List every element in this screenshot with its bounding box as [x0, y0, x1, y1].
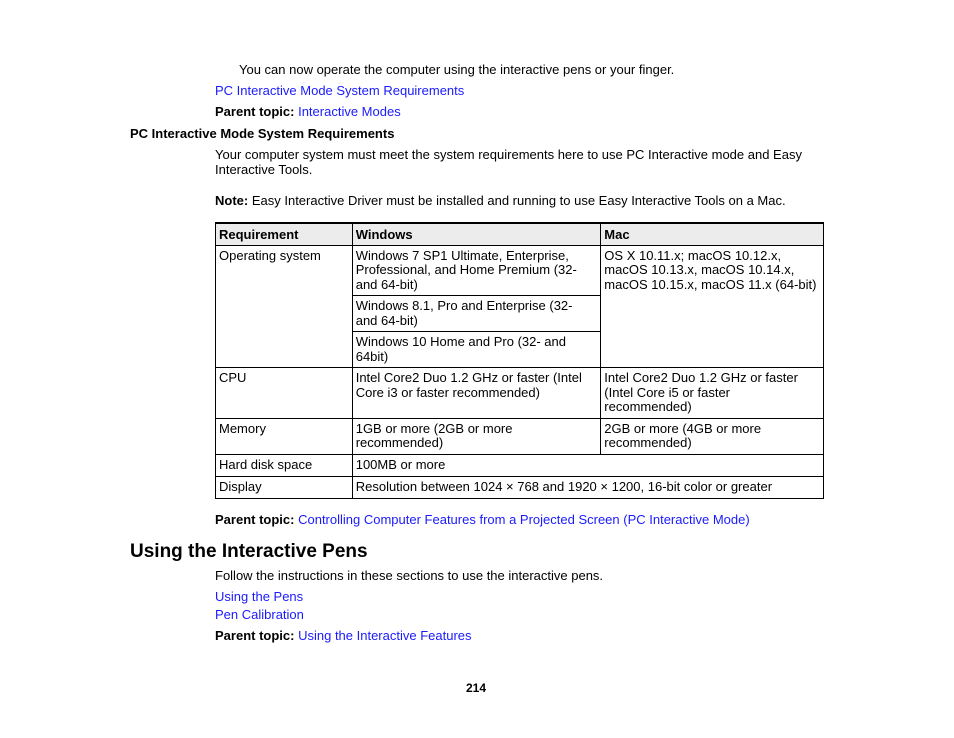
- parent-topic-line-2: [215, 512, 750, 527]
- cell-display-value: Resolution between 1024 × 768 and 1920 × 1200, 16-bit color or greater: [352, 476, 823, 498]
- table-row: [216, 368, 824, 419]
- cell-hdd-value: 100MB or more: [352, 454, 823, 476]
- note-line: [215, 193, 786, 208]
- parent-topic-label: Parent topic:: [215, 512, 295, 527]
- cell-cpu-win: Intel Core2 Duo 1.2 GHz or faster (Intel Core i3 or faster recommended): [352, 368, 601, 419]
- header-mac: Mac: [601, 223, 824, 245]
- parent-topic-line-1: [215, 104, 401, 119]
- intro-text: You can now operate the computer using the interactive pens or your finger.: [239, 62, 675, 77]
- cell-os-mac: OS X 10.11.x; macOS 10.12.x, macOS 10.13.x, macOS 10.14.x, macOS 10.15.x, macOS 11.x (64-bit): [601, 245, 824, 368]
- link-interactive-modes[interactable]: Interactive Modes: [298, 104, 401, 119]
- parent-topic-line-3: [215, 628, 472, 643]
- section-heading: PC Interactive Mode System Requirements: [130, 126, 395, 141]
- cell-memory-win: 1GB or more (2GB or more recommended): [352, 418, 601, 454]
- link-using-the-pens[interactable]: Using the Pens: [215, 589, 304, 604]
- link-pen-calibration[interactable]: Pen Calibration: [215, 607, 304, 622]
- note-text: Easy Interactive Driver must be installed and running to use Easy Interactive Tools on a Mac.: [251, 193, 786, 208]
- parent-topic-label: Parent topic:: [215, 628, 295, 643]
- cell-os-label: Operating system: [216, 245, 353, 368]
- header-windows: Windows: [352, 223, 601, 245]
- cell-hdd-label: Hard disk space: [216, 454, 353, 476]
- table-row: [216, 476, 824, 498]
- note-label: Note:: [215, 193, 249, 208]
- cell-os-win-8: Windows 8.1, Pro and Enterprise (32- and 64-bit): [352, 296, 601, 332]
- section-paragraph: Your computer system must meet the system requirements here to use PC Interactive mode and Easy Interactive Tools.: [215, 147, 802, 177]
- cell-display-label: Display: [216, 476, 353, 498]
- table-row: [216, 418, 824, 454]
- pens-heading: Using the Interactive Pens: [130, 541, 368, 562]
- header-requirement: Requirement: [216, 223, 353, 245]
- cell-os-win-10: Windows 10 Home and Pro (32- and 64bit): [352, 332, 601, 368]
- table-row: [216, 245, 824, 296]
- cell-memory-label: Memory: [216, 418, 353, 454]
- link-controlling-computer-features[interactable]: Controlling Computer Features from a Projected Screen (PC Interactive Mode): [298, 512, 750, 527]
- table-row: [216, 454, 824, 476]
- cell-os-win-7: Windows 7 SP1 Ultimate, Enterprise, Professional, and Home Premium (32- and 64-bit): [352, 245, 601, 296]
- table-header-row: [216, 223, 824, 245]
- cell-memory-mac: 2GB or more (4GB or more recommended): [601, 418, 824, 454]
- cell-cpu-mac: Intel Core2 Duo 1.2 GHz or faster (Intel Core i5 or faster recommended): [601, 368, 824, 419]
- link-system-requirements[interactable]: PC Interactive Mode System Requirements: [215, 83, 465, 98]
- parent-topic-label: Parent topic:: [215, 104, 295, 119]
- link-using-interactive-features[interactable]: Using the Interactive Features: [298, 628, 472, 643]
- page-number: 214: [466, 681, 487, 695]
- pens-paragraph: Follow the instructions in these sections to use the interactive pens.: [215, 568, 604, 583]
- requirements-table: [215, 222, 824, 499]
- cell-cpu-label: CPU: [216, 368, 353, 419]
